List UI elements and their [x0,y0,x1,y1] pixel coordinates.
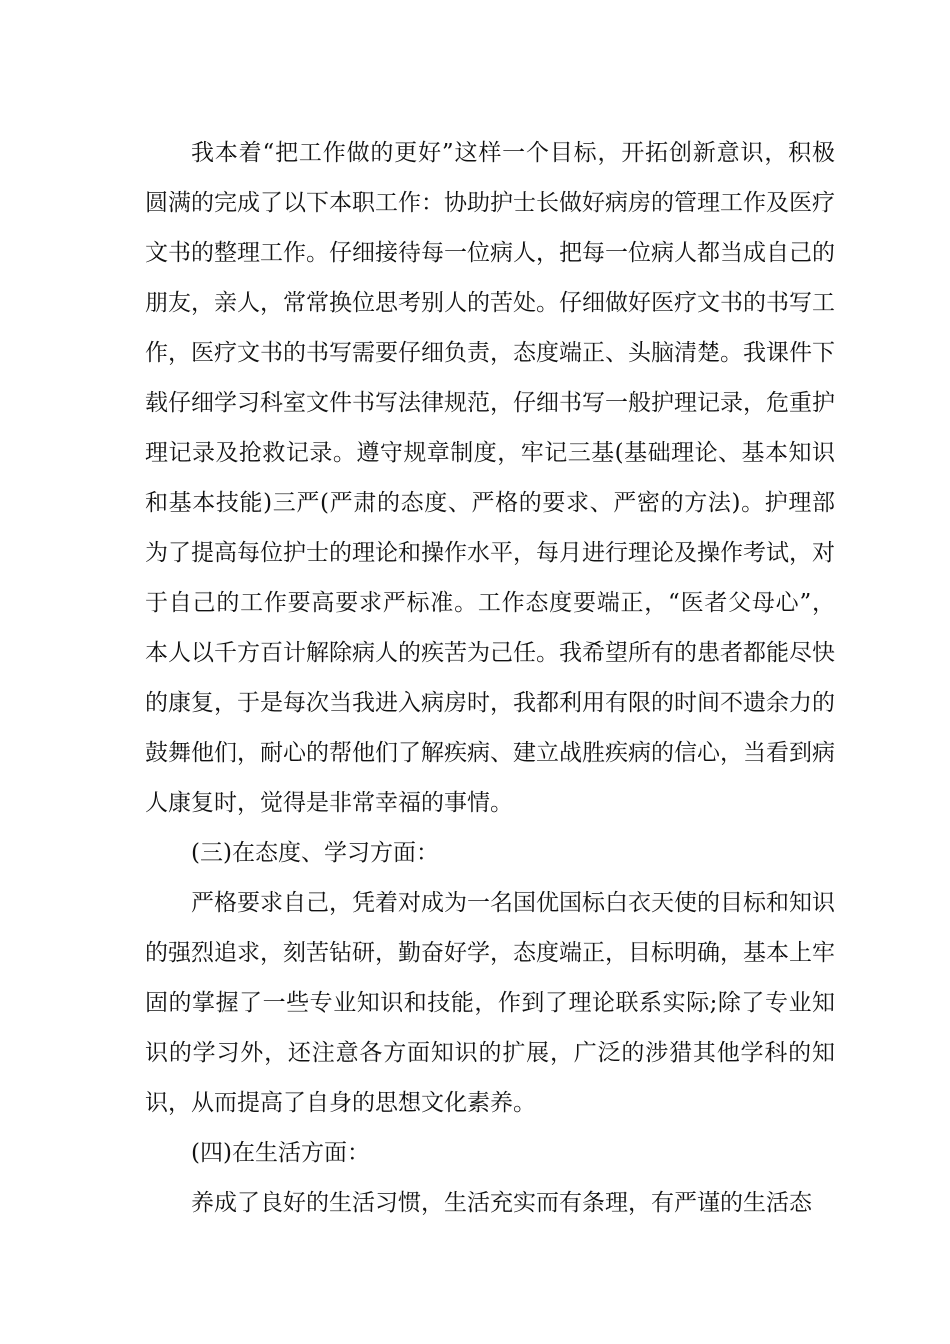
section-heading-attitude-study: (三)在态度、学习方面： [191,840,439,866]
paragraph-attitude-study: 严格要求自己，凭着对成为一名国优国标白衣天使的目标和知识的强烈追求，刻苦钻研，勤奋好学，态度端正，目标明确，基本上牢固的掌握了一些专业知识和技能，作到了理论联系实际;除了专业知识的学习外，还注意各方面知识的扩展，广泛的涉猎其他学科的知识，从而提高了自身的思想文化素养。 [145,890,835,1116]
section-heading-life: (四)在生活方面： [191,1140,370,1166]
paragraph-life: 养成了良好的生活习惯，生活充实而有条理，有严谨的生活态 [191,1190,812,1216]
paragraph-work-duties: 我本着“把工作做的更好”这样一个目标，开拓创新意识，积极圆满的完成了以下本职工作：协助护士长做好病房的管理工作及医疗文书的整理工作。仔细接待每一位病人，把每一位病人都当成自己的朋友，亲人，常常换位思考别人的苦处。仔细做好医疗文书的书写工作，医疗文书的书写需要仔细负责，态度端正、头脑清楚。我课件下载仔细学习科室文件书写法律规范，仔细书写一般护理记录，危重护理记录及抢救记录。遵守规章制度，牢记三基(基础理论、基本知识和基本技能)三严(严肃的态度、严格的要求、严密的方法)。护理部为了提高每位护士的理论和操作水平，每月进行理论及操作考试，对于自己的工作要高要求严标准。工作态度要端正，“医者父母心”，本人以千方百计解除病人的疾苦为己任。我希望所有的患者都能尽快的康复，于是每次当我进入病房时，我都利用有限的时间不遗余力的鼓舞他们，耐心的帮他们了解疾病、建立战胜疾病的信心，当看到病人康复时，觉得是非常幸福的事情。 [145,140,835,816]
document-body [145,128,835,1228]
